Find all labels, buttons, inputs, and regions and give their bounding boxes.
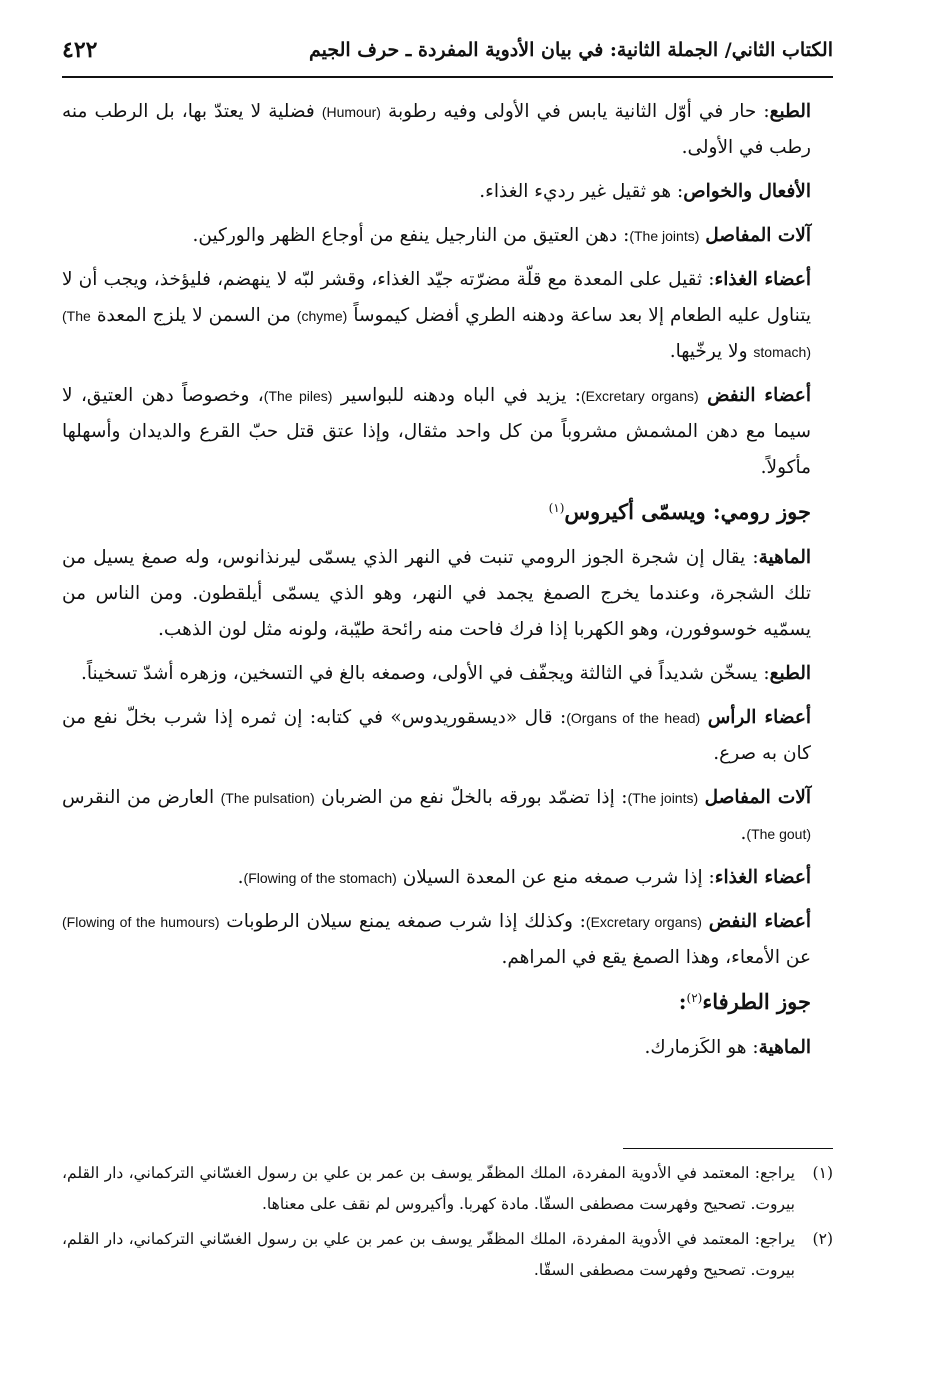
paragraph-text: : حار في أوّل الثانية يابس في الأولى وفيه رطوبة	[380, 101, 770, 122]
paragraph-excretory-organs	[62, 378, 833, 486]
paragraph-text: : يقال إن شجرة الجوز الرومي تنبت في النهر الذي يسمّى ليرنذانوس، وله صمغ يسيل من تلك الشجرة، وعندما يخرج الصمغ يجمد في النهر، وهو الذي يسمّى أيلقطون. ومن الناس من يسمّيه خوسوفورن، وهو الكهربا إذا فرك فاحت منه رائحة طيّبة، ولونه مثل لون الذهب.	[62, 547, 811, 640]
footnote-text: يراجع: المعتمد في الأدوية المفردة، الملك المظفّر يوسف بن عمر بن علي بن رسول الغسّاني التركماني، دار القلم، بيروت. تصحيح وفهرست مصطفى السقّا.	[62, 1230, 795, 1279]
english-term: (The pulsation)	[220, 790, 315, 806]
paragraph-essence	[62, 540, 833, 648]
term-label: الأفعال والخواص	[683, 181, 811, 202]
term-label: آلات المفاصل	[704, 787, 811, 808]
paragraph-actions	[62, 174, 833, 210]
entry-title: جوز رومي: ويسمّى أكيروس	[564, 499, 811, 524]
paragraph-text: فضلية لا يعتدّ بها، بل الرطب منه رطب في الأولى.	[62, 101, 811, 158]
footnote-item	[62, 1224, 833, 1286]
term-label: الماهية	[758, 1037, 811, 1058]
term-label: آلات المفاصل	[705, 225, 811, 246]
english-term: (Humour)	[321, 104, 381, 120]
term-label: أعضاء الرأس	[707, 707, 811, 728]
paragraph-head-organs	[62, 700, 833, 772]
footnote-text: يراجع: المعتمد في الأدوية المفردة، الملك المظفّر يوسف بن عمر بن علي بن رسول الغسّاني التركماني، دار القلم، بيروت. تصحيح وفهرست مصطفى السقّا. مادة كهربا. وأكيروس لم نقف على معناها.	[62, 1164, 795, 1213]
footnote-number: (٢)	[812, 1230, 833, 1248]
english-term: (Organs of the head)	[566, 710, 701, 726]
term-label: الماهية	[758, 547, 811, 568]
paragraph-text: ، وخصوصاً دهن العتيق، لا سيما مع دهن المشمش مشروباً من كل واحد مثقال، وإذا عتق قتل حبّ القرع والديدان وأسهلها مأكولاً.	[62, 385, 811, 478]
main-text	[62, 94, 833, 1074]
footnote-ref: (١)	[548, 500, 565, 515]
english-term: (Excretary organs)	[581, 388, 699, 404]
paragraph-text: عن الأمعاء، وهذا الصمغ يقع في المراهم.	[501, 947, 811, 968]
paragraph-text: العارض من النقرس	[62, 787, 221, 808]
paragraph-text: : إذا تضمّد بورقه بالخلّ نفع من الضربان	[314, 787, 628, 808]
term-label: أعضاء الغذاء	[714, 269, 811, 290]
paragraph-essence	[62, 1030, 833, 1066]
paragraph-text: : هو الكَزمارك.	[644, 1037, 759, 1058]
paragraph-text: : يسخّن شديداً في الثالثة ويجفّف في الأولى، وصمغه بالغ في التسخين، وزهره أشدّ تسخيناً.	[81, 663, 770, 684]
paragraph-text: : إذا شرب صمغه منع عن المعدة السيلان	[396, 867, 715, 888]
paragraph-text: : دهن العتيق من النارجيل ينفع من أوجاع الظهر والوركين.	[192, 225, 630, 246]
entry-heading	[62, 984, 833, 1022]
entry-title: جوز الطرفاء	[702, 989, 811, 1014]
footnote-rule	[623, 1148, 833, 1149]
english-term: (The piles)	[263, 388, 333, 404]
paragraph-joints	[62, 218, 833, 254]
english-term: (The joints)	[629, 228, 700, 244]
english-term: (chyme)	[296, 308, 348, 324]
paragraph-text: .	[237, 867, 244, 888]
english-term: (Flowing of the stomach)	[243, 870, 397, 886]
paragraph-nutrition-organs	[62, 262, 833, 370]
english-term: (The joints)	[627, 790, 699, 806]
term-label: أعضاء النفض	[707, 385, 811, 406]
footnote-ref: (٢)	[686, 990, 703, 1005]
paragraph-text: ولا يرخّيها.	[669, 341, 754, 362]
entry-heading	[62, 494, 833, 532]
paragraph-text: : قال «ديسقوريدوس» في كتابه: إن ثمره إذا شرب بخلّ نفع من كان به صرع.	[62, 707, 811, 764]
footnote-item	[62, 1158, 833, 1220]
paragraph-nature	[62, 656, 833, 692]
footnotes	[62, 1158, 833, 1290]
paragraph-nature	[62, 94, 833, 166]
paragraph-excretory-organs	[62, 904, 833, 976]
running-header	[62, 28, 833, 72]
paragraph-text: : ثقيل على المعدة مع قلّة مضرّته جيّد الغذاء، وقشر لبّه لا ينهضم، فليؤخذ، ويجب أن لا يتناول عليه الطعام إلا بعد ساعة ودهنه الطري أفضل كيموساً	[62, 269, 811, 326]
header-title: الكتاب الثاني/ الجملة الثانية: في بيان الأدوية المفردة ـ حرف الجيم	[308, 39, 833, 61]
english-term: (The stomach)	[62, 308, 811, 360]
term-label: أعضاء النفض	[708, 911, 812, 932]
term-label: الطبع	[769, 101, 811, 122]
paragraph-nutrition-organs	[62, 860, 833, 896]
paragraph-text: : يزيد في الباه ودهنه للبواسير	[332, 385, 581, 406]
paragraph-joints	[62, 780, 833, 852]
paragraph-text: : وكذلك إذا شرب صمغه يمنع سيلان الرطوبات	[219, 911, 586, 932]
footnote-number: (١)	[812, 1164, 833, 1182]
page-number: ٤٢٢	[62, 37, 98, 63]
english-term: (The gout)	[746, 826, 811, 842]
term-label: الطبع	[769, 663, 811, 684]
paragraph-text: من السمن لا يلزج المعدة	[90, 305, 297, 326]
entry-title-colon: :	[678, 989, 687, 1014]
english-term: (Flowing of the humours)	[62, 914, 220, 930]
english-term: (Excretary organs)	[585, 914, 702, 930]
paragraph-text: .	[740, 823, 747, 844]
paragraph-text: : هو ثقيل غير رديء الغذاء.	[479, 181, 684, 202]
term-label: أعضاء الغذاء	[714, 867, 811, 888]
header-rule	[62, 76, 833, 78]
